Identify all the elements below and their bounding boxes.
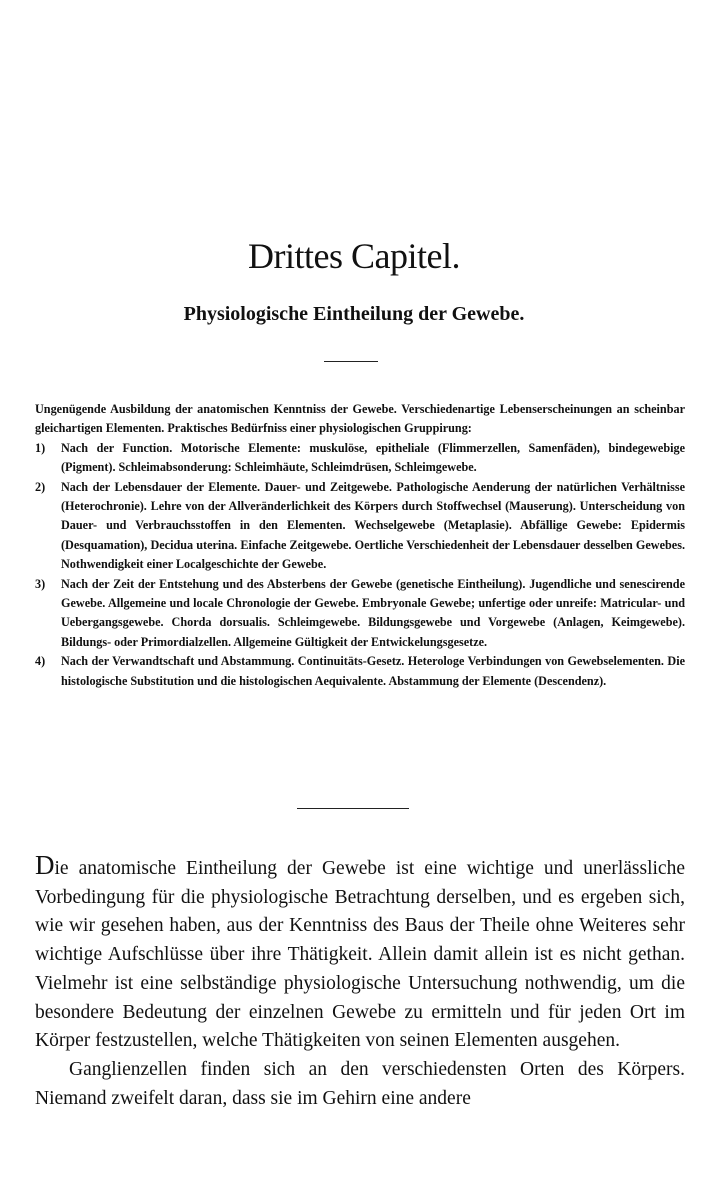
summary-item bbox=[35, 478, 685, 575]
summary-item-number: 1) bbox=[35, 440, 46, 455]
summary-item-text: Nach der Zeit der Entstehung und des Absterbens der Gewebe (genetische Eintheilung). Jugendliche und senescirende Gewebe. Allgemeine und locale Chronologie der Gewebe. Embryonale Gewebe; unfertige oder unreife: Matricular- und Uebergangsgewebe. Chorda dorsualis. Schleimgewebe. Bildungsgewebe und Vorgewebe (Anlagen, Keimgewebe). Bildungs- oder Primordialzellen. Allgemeine Gültigkeit der Entwickelungsgesetze. bbox=[61, 576, 685, 649]
chapter-title: Drittes Capitel. bbox=[248, 236, 460, 276]
body-paragraph-text: ie anatomische Eintheilung der Gewebe ist eine wichtige und unerlässliche Vorbedingung für die physiologische Betrachtung derselben, und es ergeben sich, wie wir gesehen haben, aus der Kenntniss des Baus der Theile ohne Weiteres sehr wichtige Aufschlüsse über ihre Thätigkeit. Allein damit allein ist es nicht gethan. Vielmehr ist eine selbständige physiologische Untersuchung nothwendig, um die besondere Bedeutung der einzelnen Gewebe zu ermitteln und für jeden Ort im Körper festzustellen, welche Thätigkeiten von seinen Elementen ausgehen. bbox=[35, 858, 685, 1052]
body-paragraph: Ganglienzellen finden sich an den verschiedensten Orten des Körpers. Niemand zweifelt daran, dass sie im Gehirn eine andere bbox=[35, 1058, 685, 1109]
summary-intro: Ungenügende Ausbildung der anatomischen Kenntniss der Gewebe. Verschiedenartige Lebenserscheinungen an scheinbar gleichartigen Elementen. Praktisches Bedürfniss einer physiologischen Gruppirung: bbox=[35, 402, 685, 436]
summary-item-text: Nach der Lebensdauer der Elemente. Dauer- und Zeitgewebe. Pathologische Aenderung der natürlichen Verhältnisse (Heterochronie). Lehre von der Allveränderlichkeit des Körpers durch Stoffwechsel (Mauserung). Unterscheidung von Dauer- und Verbrauchsstoffen in den Elementen. Wechselgewebe (Metaplasie). Abfällige Gewebe: Epidermis (Desquamation), Decidua uterina. Einfache Zeitgewebe. Oertliche Verschiedenheit der Lebensdauer desselben Gewebes. Nothwendigkeit einer Localgeschichte der Gewebe. bbox=[61, 479, 685, 572]
summary-item-text: Nach der Verwandtschaft und Abstammung. Continuitäts-Gesetz. Heterologe Verbindungen von Gewebselementen. Die histologische Substitution und die histologischen Aequivalente. Abstammung der Elemente (Descendenz). bbox=[61, 654, 685, 688]
summary-item-text: Nach der Function. Motorische Elemente: muskulöse, epitheliale (Flimmerzellen, Samenfäden), bindegewebige (Pigment). Schleimabsonderung: Schleimhäute, Schleimdrüsen, Schleimgewebe. bbox=[61, 440, 685, 475]
divider-short bbox=[324, 361, 378, 362]
summary-item-number: 2) bbox=[35, 479, 46, 494]
body-paragraph bbox=[35, 852, 685, 1056]
drop-cap: D bbox=[35, 850, 55, 880]
summary-item bbox=[35, 575, 685, 653]
summary-item-number: 3) bbox=[35, 576, 46, 591]
chapter-summary bbox=[35, 400, 685, 691]
body-text bbox=[35, 852, 685, 1113]
chapter-subtitle: Physiologische Eintheilung der Gewebe. bbox=[183, 303, 525, 325]
divider-long bbox=[297, 808, 409, 809]
summary-item bbox=[35, 439, 685, 478]
summary-item-number: 4) bbox=[35, 654, 46, 669]
summary-item bbox=[35, 652, 685, 691]
